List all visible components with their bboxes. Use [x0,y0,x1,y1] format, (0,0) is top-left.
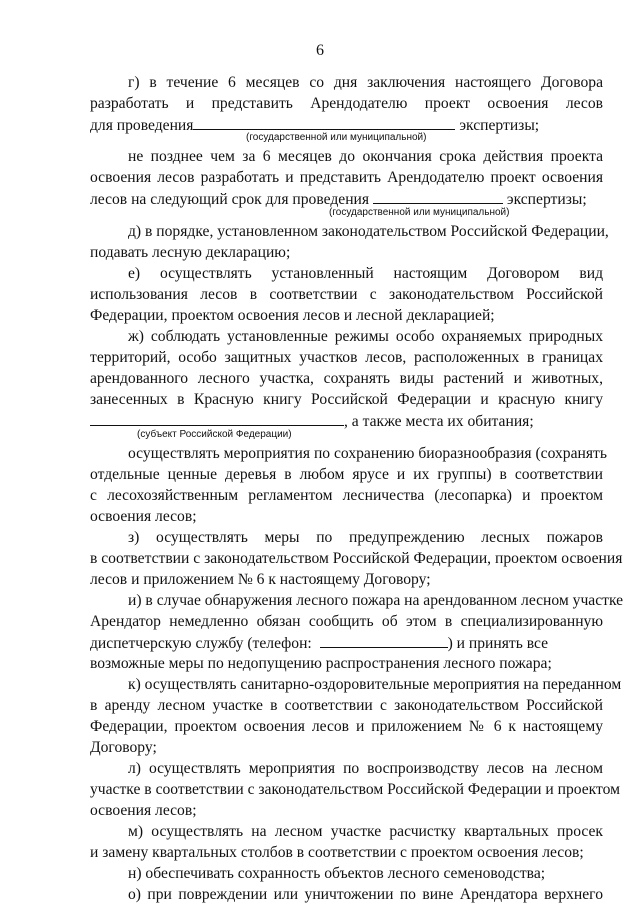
paragraph-z-line2: в соответствии с законодательством Российской Федерации, проектом освоения [90,550,623,567]
paragraph-d-line1: д) в порядке, установленном законодательством Российской Федерации, [128,223,609,240]
paragraph-l-line3: освоения лесов; [90,802,197,819]
paragraph-l-line1: л) осуществлять мероприятия по воспроизводству лесов на лесном [128,760,603,777]
paragraph-k-line2: в аренду лесном участке в соответствии с законодательством Российской [90,697,603,714]
paragraph-e-line1: е) осуществлять установленный настоящим Договором вид [128,265,603,282]
blank-line [90,411,344,426]
paragraph-g-line3-end: экспертизы; [459,117,540,134]
paragraph-g2-line3 [90,189,603,209]
paragraph-e-line2: использования лесов в соответствии с законодательством Российской [90,286,603,303]
paragraph-i-line3-end: ) и принять все [447,635,549,652]
page-number: 6 [316,42,324,59]
paragraph-g2-line3-start: лесов на следующий срок для проведения [90,191,370,208]
paragraph-zh-line2: территорий, особо защитных участков лесов, расположенных в границах [90,349,603,366]
blank-line [193,115,455,130]
paragraph-g2-line2: освоения лесов разработать и представить Арендодателю проект освоения [90,169,603,186]
paragraph-g-line1: г) в течение 6 месяцев со дня заключения настоящего Договора [128,74,603,91]
paragraph-m-line2: и замену квартальных столбов в соответствии с проектом освоения лесов; [90,844,584,861]
paragraph-bio-line2: отдельные ценные деревья в любом ярусе и их группы) в соответствии [90,466,603,483]
footnote-federal-subject: (субъект Российской Федерации) [137,429,292,440]
footnote-state-or-municipal-2: (государственной или муниципальной) [329,207,510,218]
paragraph-k-line1: к) осуществлять санитарно-оздоровительные мероприятия на переданном [128,676,622,693]
paragraph-e-line3: Федерации, проектом освоения лесов и лесной декларацией; [90,307,495,324]
paragraph-z-line1: з) осуществлять меры по предупреждению лесных пожаров [128,529,603,546]
paragraph-k-line3: Федерации, проектом освоения лесов и приложением № 6 к настоящему [90,718,603,735]
paragraph-i-line1: и) в случае обнаружения лесного пожара на арендованном лесном участке [128,592,624,609]
paragraph-zh-line5-end: , а также места их обитания; [344,413,534,430]
paragraph-zh-line4: занесенных в Красную книгу Российской Федерации и красную книгу [90,391,603,408]
paragraph-m-line1: м) осуществлять на лесном участке расчистку квартальных просек [128,823,603,840]
paragraph-o-line1: о) при повреждении или уничтожении по вине Арендатора верхнего [128,886,603,903]
paragraph-g2-line3-end: экспертизы; [506,191,587,208]
paragraph-d-line2: подавать лесную декларацию; [90,244,291,261]
paragraph-g-line3-start: для проведения [90,117,194,134]
blank-line [373,189,503,204]
paragraph-bio-line1: осуществлять мероприятия по сохранению биоразнообразия (сохранять [128,445,607,462]
paragraph-g-line2: разработать и представить Арендодателю проект освоения лесов [90,95,603,112]
paragraph-bio-line3: с лесохозяйственным регламентом лесничества (лесопарка) и проектом [90,487,603,504]
paragraph-i-line4: возможные меры по недопущению распространения лесного пожара; [90,655,552,672]
paragraph-z-line3: лесов и приложением № 6 к настоящему Договору; [90,571,431,588]
paragraph-i-line3-start: диспетчерскую службу (телефон: [90,635,312,652]
paragraph-g2-line1: не позднее чем за 6 месяцев до окончания срока действия проекта [128,148,603,165]
paragraph-bio-line4: освоения лесов; [90,508,197,525]
paragraph-zh-line3: арендованного лесного участка, сохранять виды растений и животных, [90,370,603,387]
footnote-state-or-municipal: (государственной или муниципальной) [246,132,427,143]
paragraph-i-line2: Арендатор немедленно обязан сообщить об этом в специализированную [90,613,603,630]
phone-blank-line [320,633,448,648]
paragraph-n-line1: н) обеспечивать сохранность объектов лесного семеноводства; [128,865,546,882]
paragraph-i-line3 [90,633,603,653]
paragraph-l-line2: участке в соответствии с законодательством Российской Федерации и проектом [90,781,621,798]
paragraph-zh-line5 [90,411,603,431]
paragraph-k-line4: Договору; [90,739,157,756]
paragraph-zh-line1: ж) соблюдать установленные режимы особо охраняемых природных [128,328,603,345]
